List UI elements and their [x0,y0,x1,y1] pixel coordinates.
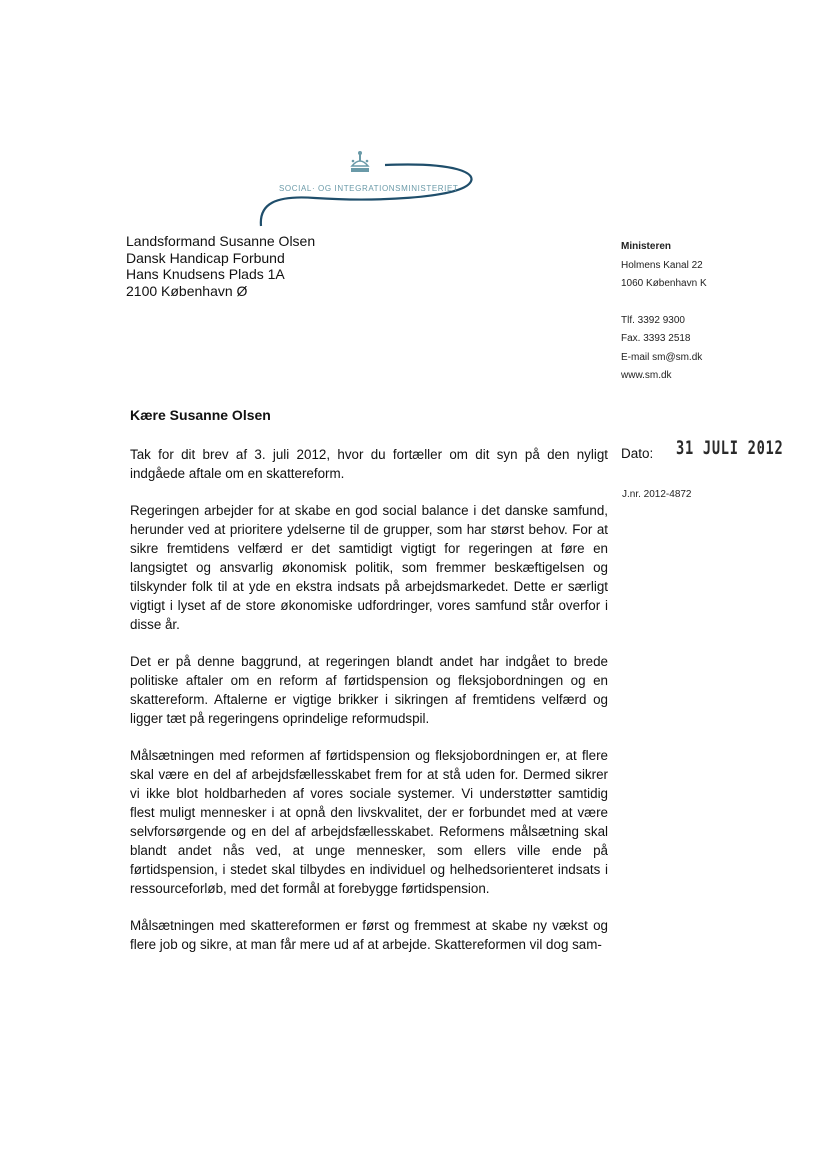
sender-title: Ministeren [621,241,672,252]
recipient-street: Hans Knudsens Plads 1A [126,266,285,282]
paragraph: Målsætningen med skattereformen er først og fremmest at skabe ny vækst og flere job og sikre, at man får mere ud af at arbejde. Skattereformen vil dog sam- [130,918,608,952]
paragraph: Målsætningen med reformen af førtidspension og fleksjobordningen er, at flere skal være en del af arbejdsfællesskabet frem for at stå uden for. Dermed sikrer vi ikke blot holdbarheden af vores sociale systemer. Vi understøtter samtidig flest muligt mennesker i at opnå den livskvalitet, der er forbundet med at være selvforsørgende og en del af arbejdsfællesskabet. Reformens målsætning skal blandt andet nås ved, at unge mennesker, som ellers ville ende på førtidspension, i stedet skal tilbydes en individuel og helhedsorienteret indsats i ressourceforløb, med det formål at forebygge førtidspension. [130,748,608,896]
sender-phone: Tlf. 3392 9300 [621,314,685,326]
sender-street: Holmens Kanal 22 [621,259,703,271]
date-stamp: 31 JULI 2012 [676,437,784,459]
paragraph: Tak for dit brev af 3. juli 2012, hvor du fortæller om dit syn på den nyligt indgåede aftale om en skattereform. [130,447,608,481]
sender-email: E-mail sm@sm.dk [621,351,703,363]
recipient-city: 2100 København Ø [126,282,248,299]
ministry-logo [255,148,477,230]
recipient-organization: Dansk Handicap Forbund [126,249,285,266]
sender-fax: Fax. 3393 2518 [621,333,691,344]
crown-icon [351,151,369,172]
journal-number: J.nr. 2012-4872 [622,489,692,500]
sender-city: 1060 København K [621,278,707,289]
greeting: Kære Susanne Olsen [130,407,271,423]
paragraph: Det er på denne baggrund, at regeringen blandt andet har indgået to brede politiske aftaler om en reform af førtidspension og fleksjobordningen og en skattereform. Aftalerne er vigtige brikker i sikringen af fremtidens velfærd og ligger tæt på regeringens oprindelige reformudspil. [130,654,608,726]
paragraph: Regeringen arbejder for at skabe en god social balance i det danske samfund, herunder ved at prioritere ydelserne til de grupper, som har størst behov. For at sikre fremtidens velfærd er det samtidigt vigtigt for regeringen at føre en langsigtet og ansvarlig økonomisk politik, som fremmer beskæftigelsen og tilskynder folk til at yde en ekstra indsats på arbejdsmarkedet. Dette er særligt vigtigt i lyset af de store økonomiske udfordringer, vores samfund står overfor i disse år. [130,503,608,632]
letter-body [130,445,608,972]
ministry-name: SOCIAL· OG INTEGRATIONSMINISTERIET [279,184,459,193]
recipient-name: Landsformand Susanne Olsen [126,233,316,249]
date-label: Dato: [621,446,654,461]
recipient-address [126,233,315,299]
sender-block [621,238,707,386]
sender-website: www.sm.dk [621,370,672,381]
